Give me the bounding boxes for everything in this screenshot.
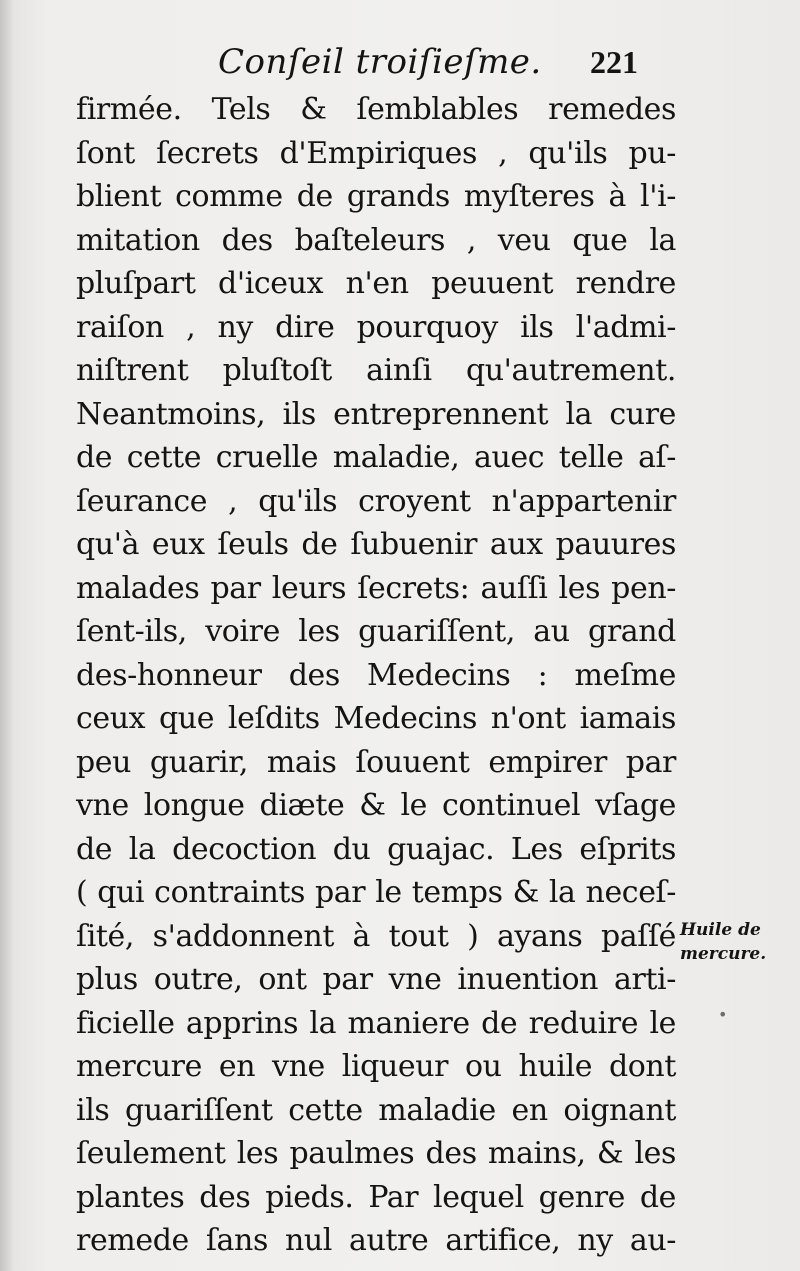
running-head — [0, 40, 800, 90]
text-line: niſtrent pluſtoſt ainſi qu'autrement. — [76, 353, 676, 388]
text-line: de cette cruelle maladie, auec telle aſ- — [76, 440, 676, 475]
text-line: peu guarir, mais ſouuent empirer par — [76, 744, 676, 780]
text-line: blient comme de grands myſteres à l'i- — [76, 179, 676, 214]
body-text — [76, 88, 676, 1263]
text-line: firmée. Tels & ſemblables remedes — [76, 92, 676, 127]
running-title: Conſeil troiſieſme. — [218, 42, 542, 82]
ink-speck: • — [718, 1005, 728, 1024]
text-line: des-honneur des Medecins : meſme — [76, 657, 676, 693]
text-line: plus outre, ont par vne inuention arti- — [76, 962, 676, 997]
text-line: ſeurance , qu'ils croyent n'appartenir — [76, 483, 676, 519]
text-line: ſent-ils, voire les guariſſent, au grand — [76, 614, 676, 649]
text-line: ſont ſecrets d'Empiriques , qu'ils pu- — [76, 135, 676, 171]
page-gutter-shadow — [0, 0, 14, 1271]
text-line: plantes des pieds. Par lequel genre de — [76, 1179, 676, 1215]
text-line: mitation des baſteleurs , veu que la — [76, 222, 676, 258]
text-line: raiſon , ny dire pourquoy ils l'admi- — [76, 309, 676, 345]
text-line: ſité, s'addonnent à tout ) ayans paſſé — [76, 918, 676, 954]
text-line: ils guariſſent cette maladie en oignant — [76, 1092, 676, 1128]
text-line: malades par leurs ſecrets: auſſi les pen- — [76, 570, 676, 606]
text-line: pluſpart d'iceux n'en peuuent rendre — [76, 266, 676, 301]
text-line: ſeulement les paulmes des mains, & les — [76, 1136, 676, 1171]
text-line: de la decoction du guajac. Les eſprits — [76, 831, 676, 867]
page-number: 221 — [590, 44, 638, 80]
text-line: remede ſans nul autre artifice, ny au- — [76, 1223, 676, 1258]
text-line: ( qui contraints par le temps & la neceſ- — [76, 875, 676, 910]
text-line: qu'à eux ſeuls de ſubuenir aux pauures — [76, 527, 676, 562]
text-line: Neantmoins, ils entreprennent la cure — [76, 396, 676, 432]
text-line: ficielle apprins la maniere de reduire le — [76, 1005, 676, 1041]
margin-note-line: Huile de — [680, 920, 761, 940]
text-line: vne longue diæte & le continuel vſage — [76, 788, 676, 823]
margin-note — [680, 918, 790, 966]
text-line: ceux que leſdits Medecins n'ont iamais — [76, 701, 676, 736]
margin-note-line: mercure. — [680, 944, 767, 964]
text-line: mercure en vne liqueur ou huile dont — [76, 1049, 676, 1084]
